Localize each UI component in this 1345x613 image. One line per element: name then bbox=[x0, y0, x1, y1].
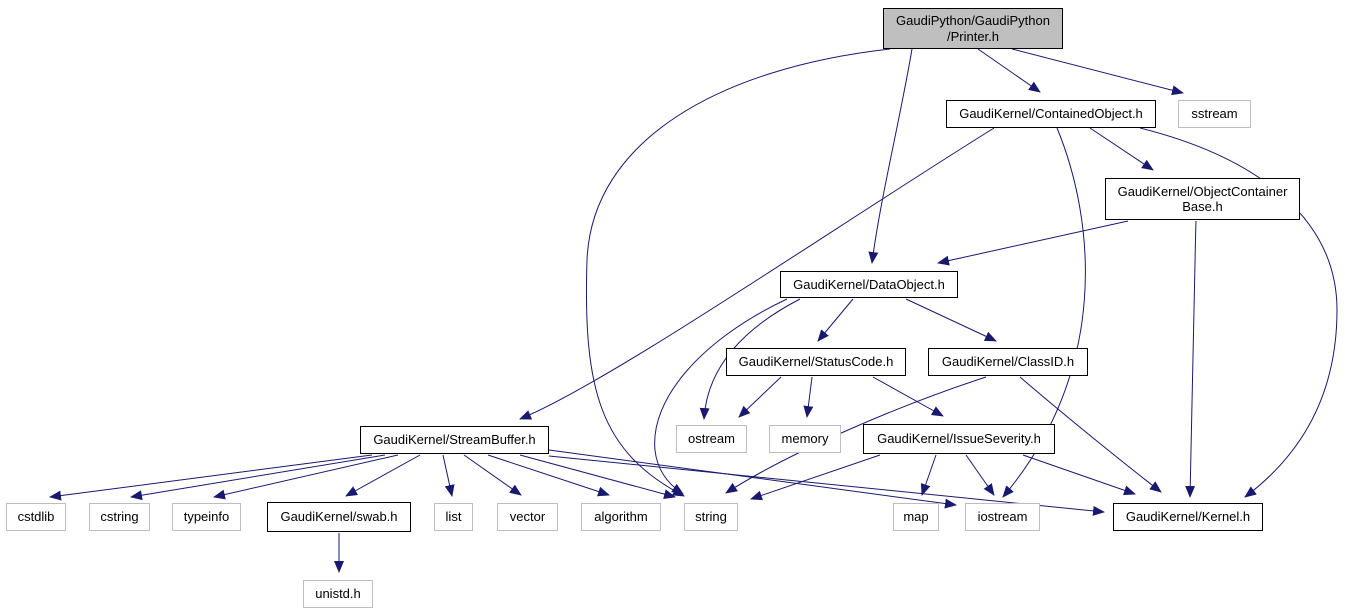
node-label: GaudiKernel/swab.h bbox=[280, 509, 398, 525]
edge-streambuffer-algorithm bbox=[488, 455, 609, 495]
node-label: algorithm bbox=[594, 509, 648, 525]
edge-objectcontainerbase-dataobject bbox=[938, 221, 1128, 263]
node-label: GaudiKernel/DataObject.h bbox=[793, 276, 945, 292]
node-label: list bbox=[445, 509, 462, 525]
node-label: GaudiKernel/StatusCode.h bbox=[738, 354, 894, 370]
node-label: sstream bbox=[1191, 106, 1238, 122]
edge-printer-dataobject bbox=[872, 49, 912, 263]
node-streambuffer-h[interactable] bbox=[360, 426, 549, 454]
node-ostream bbox=[676, 425, 747, 453]
edge-dataobject-classid bbox=[906, 299, 996, 341]
node-sstream bbox=[1178, 100, 1251, 128]
edge-dataobject-statuscode bbox=[818, 299, 853, 341]
edge-issueseverity-kernel bbox=[1023, 455, 1135, 494]
node-label: vector bbox=[509, 509, 546, 525]
edge-streambuffer-list bbox=[443, 455, 452, 496]
node-typeinfo bbox=[172, 503, 241, 531]
node-label-line2: /Printer.h bbox=[946, 28, 1000, 44]
edge-issueseverity-iostream bbox=[966, 455, 994, 495]
node-containedobject-h[interactable] bbox=[946, 100, 1156, 128]
edge-containedobject-objectcontainerbase bbox=[1090, 128, 1153, 170]
edge-statuscode-ostream bbox=[739, 377, 781, 417]
node-label: GaudiKernel/ContainedObject.h bbox=[959, 106, 1143, 122]
node-memory bbox=[769, 425, 841, 453]
node-label: GaudiKernel/StreamBuffer.h bbox=[373, 432, 536, 448]
node-label: cstring bbox=[100, 509, 139, 525]
node-label: iostream bbox=[977, 509, 1028, 525]
node-vector bbox=[497, 503, 558, 531]
node-label: GaudiKernel/ClassID.h bbox=[941, 354, 1075, 370]
node-cstdlib bbox=[6, 503, 66, 531]
node-label: unistd.h bbox=[315, 586, 361, 602]
node-string bbox=[684, 503, 738, 531]
node-label: typeinfo bbox=[183, 509, 230, 525]
node-swab-h[interactable] bbox=[267, 502, 411, 532]
edge-issueseverity-map bbox=[922, 455, 936, 495]
edge-streambuffer-cstdlib bbox=[50, 455, 372, 497]
node-gaudipython-printer-h[interactable] bbox=[883, 8, 1063, 49]
node-classid-h[interactable] bbox=[928, 348, 1088, 376]
node-label: memory bbox=[781, 431, 829, 447]
node-label-line1: GaudiPython/GaudiPython bbox=[896, 13, 1050, 29]
edge-streambuffer-swab bbox=[346, 455, 420, 496]
node-iostream bbox=[965, 503, 1040, 531]
node-label: cstdlib bbox=[17, 509, 55, 525]
edge-streambuffer-iostream bbox=[549, 450, 956, 505]
node-issueseverity-h[interactable] bbox=[863, 424, 1055, 454]
node-cstring bbox=[89, 503, 150, 531]
node-dataobject-h[interactable] bbox=[780, 271, 958, 298]
edge-streambuffer-typeinfo bbox=[214, 455, 398, 497]
node-statuscode-h[interactable] bbox=[726, 348, 906, 376]
node-objectcontainerbase-h[interactable] bbox=[1105, 178, 1300, 220]
node-label: GaudiKernel/IssueSeverity.h bbox=[877, 431, 1041, 447]
node-label-line1: GaudiKernel/ObjectContainer bbox=[1117, 183, 1288, 199]
edge-statuscode-issueseverity bbox=[873, 377, 943, 416]
node-kernel-h[interactable] bbox=[1113, 503, 1263, 531]
node-label: string bbox=[695, 509, 727, 525]
node-map bbox=[893, 503, 939, 531]
node-algorithm bbox=[581, 503, 661, 531]
edge-streambuffer-cstring bbox=[131, 455, 385, 497]
edge-printer-containedobject bbox=[978, 49, 1040, 92]
node-unistd-h bbox=[303, 580, 373, 608]
node-label: map bbox=[903, 509, 929, 525]
node-label: GaudiKernel/Kernel.h bbox=[1125, 509, 1251, 525]
edge-streambuffer-vector bbox=[464, 455, 521, 495]
edge-printer-sstream bbox=[1012, 49, 1183, 93]
node-label-line2: Base.h bbox=[1182, 199, 1223, 214]
edge-objectcontainerbase-kernel bbox=[1190, 221, 1196, 497]
edge-statuscode-memory bbox=[807, 377, 812, 417]
edge-dataobject-string bbox=[655, 299, 787, 494]
node-label: ostream bbox=[688, 431, 735, 447]
node-list bbox=[434, 503, 473, 531]
